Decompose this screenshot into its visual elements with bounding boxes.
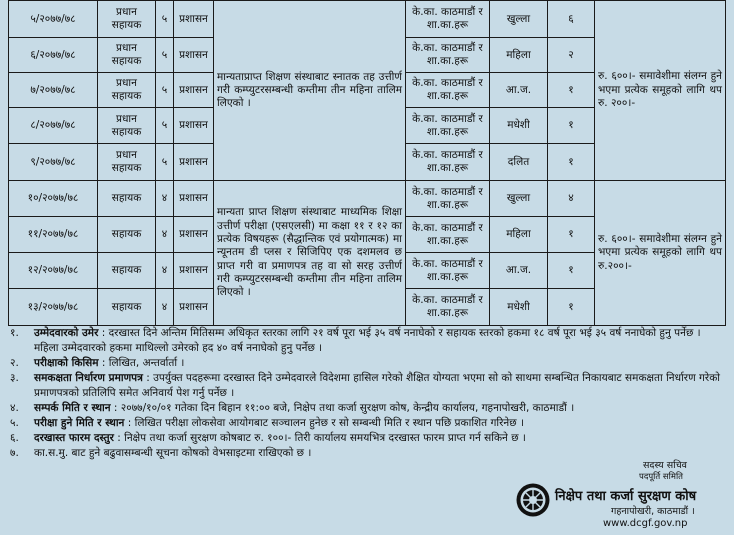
post-count: ४ xyxy=(548,181,595,217)
group-type: खुल्ला xyxy=(490,1,548,38)
ad-number: १२/२०७७/७८ xyxy=(9,253,98,289)
office-location: के.का. काठमाडौं र शा.का.हरू xyxy=(406,144,490,181)
note-number: २. xyxy=(10,357,19,369)
fee-cell: रु. ६००।- समावेशीमा संलग्न हुने भएमा प्रत्येक समूहको लागि थप रु. २००।- xyxy=(595,1,726,181)
level: ४ xyxy=(156,289,174,326)
notes-list xyxy=(8,326,726,461)
note-label: समकक्षता निर्धारण प्रमाणपत्र xyxy=(34,372,143,384)
office-location: के.का. काठमाडौं र शा.का.हरू xyxy=(406,38,490,73)
service: प्रशासन xyxy=(174,289,214,326)
level: ५ xyxy=(156,144,174,181)
post-count: १ xyxy=(548,217,595,253)
service: प्रशासन xyxy=(174,217,214,253)
note-text: : निक्षेप तथा कर्जा सुरक्षण कोषबाट रु. १००।- तिरी कार्यालय समयभित्र दरखास्त फारम प्राप्त गर्न सकिने छ । xyxy=(117,432,526,444)
post-name: सहायक xyxy=(98,181,156,217)
fee-cell: रु. ६००।- समावेशीमा संलग्न हुने भएमा प्रत्येक समूहको लागि थप रु.२००।- xyxy=(595,181,726,326)
level: ५ xyxy=(156,38,174,73)
note-exam-type xyxy=(8,356,726,371)
group-type: महिला xyxy=(490,217,548,253)
post-name: प्रधान सहायक xyxy=(98,144,156,181)
group-type: दलित xyxy=(490,144,548,181)
office-location: के.का. काठमाडौं र शा.का.हरू xyxy=(406,108,490,144)
level: ५ xyxy=(156,108,174,144)
note-number: ४. xyxy=(10,402,19,414)
service: प्रशासन xyxy=(174,38,214,73)
group-type: खुल्ला xyxy=(490,181,548,217)
note-label: दरखास्त फारम दस्तुर xyxy=(34,432,114,444)
group-type: आ.ज. xyxy=(490,253,548,289)
dcgf-logo-icon xyxy=(515,482,551,518)
ad-number: ७/२०७७/७८ xyxy=(9,73,98,108)
post-count: १ xyxy=(548,144,595,181)
note-text: : लिखित, अन्तर्वार्ता । xyxy=(101,357,185,369)
table-row xyxy=(9,181,726,217)
note-text: का.स.मु. बाट हुने बढुवासम्बन्धी सूचना कोषको वेभसाइटमा राखिएको छ । xyxy=(34,447,312,459)
level: ४ xyxy=(156,181,174,217)
note-equivalence xyxy=(8,371,726,401)
note-contact xyxy=(8,401,726,416)
office-location: के.का. काठमाडौं र शा.का.हरू xyxy=(406,217,490,253)
note-exam-date xyxy=(8,416,726,431)
post-count: २ xyxy=(548,38,595,73)
level: ५ xyxy=(156,1,174,38)
post-name: सहायक xyxy=(98,217,156,253)
service: प्रशासन xyxy=(174,73,214,108)
office-location: के.का. काठमाडौं र शा.का.हरू xyxy=(406,289,490,326)
qualification-cell: मान्यता प्राप्त शिक्षण संस्थाबाट माध्यमिक शिक्षा उत्तीर्ण परीक्षा (एसएलसी) मा कक्षा ११ र १२ का प्रत्येक विषयहरू (सैद्धान्तिक एवं प्रयोगात्मक) मा न्यूनतम डी प्लस र सिजिपिए एक दशमलव छ प्राप्त गरी वा प्रमाणपत्र तह वा सो सरह उत्तीर्ण गरी कम्प्युटरसम्बन्धी कम्तीमा तीन महिना तालिम लिएको । xyxy=(214,181,406,326)
vacancy-table xyxy=(8,0,726,326)
service: प्रशासन xyxy=(174,108,214,144)
ad-number: १३/२०७७/७८ xyxy=(9,289,98,326)
note-label: उम्मेदवारको उमेर xyxy=(34,327,99,339)
office-location: के.का. काठमाडौं र शा.का.हरू xyxy=(406,181,490,217)
note-text: : दरखास्त दिने अन्तिम मितिसम्म अधिकृत स्तरका लागि २१ वर्ष पूरा भई ३५ वर्ष ननाघेको र सहायक स्तरको हकमा १८ वर्ष पूरा भई ३५ वर्ष ननाघेको हुनु पर्नेछ । महिला उम्मेदवारको हकमा माथिल्लो उमेरको हद ४० वर्ष ननाघेको हुनु पर्नेछ । xyxy=(34,327,701,354)
note-number: ३. xyxy=(10,372,19,384)
note-age xyxy=(8,326,726,356)
note-text: : २०७७/१०/०१ गतेका दिन बिहान ११:०० बजे, निक्षेप तथा कर्जा सुरक्षण कोष, केन्द्रीय कार्यालय, गहनापोखरी, काठमाडौं । xyxy=(113,402,575,414)
note-number: ७. xyxy=(10,447,19,459)
group-type: मधेशी xyxy=(490,108,548,144)
organization-name: निक्षेप तथा कर्जा सुरक्षण कोष xyxy=(555,489,697,504)
signature-block xyxy=(515,458,725,533)
table-row xyxy=(9,1,726,38)
note-text: : लिखित परीक्षा लोकसेवा आयोगबाट सञ्चालन हुनेछ र सो सम्बन्धी मिति र स्थान पछि प्रकाशित गरिनेछ । xyxy=(127,417,524,429)
group-type: आ.ज. xyxy=(490,73,548,108)
ad-number: ११/२०७७/७८ xyxy=(9,217,98,253)
service: प्रशासन xyxy=(174,181,214,217)
post-count: ६ xyxy=(548,1,595,38)
post-count: १ xyxy=(548,253,595,289)
ad-number: ८/२०७७/७८ xyxy=(9,108,98,144)
ad-number: ९/२०७७/७८ xyxy=(9,144,98,181)
level: ४ xyxy=(156,253,174,289)
signatory-post: सदस्य सचिव xyxy=(643,460,687,471)
post-count: १ xyxy=(548,108,595,144)
note-number: ५. xyxy=(10,417,19,429)
post-name: प्रधान सहायक xyxy=(98,73,156,108)
note-form-fee xyxy=(8,431,726,446)
office-location: के.का. काठमाडौं र शा.का.हरू xyxy=(406,253,490,289)
post-name: प्रधान सहायक xyxy=(98,38,156,73)
organization-website[interactable]: www.dcgf.gov.np xyxy=(603,518,688,529)
note-text: : उपर्युक्त पदहरूमा दरखास्त दिने उम्मेदवारले विदेशमा हासिल गरेको शैक्षित योग्यता भएमा सो को साथमा सम्बन्धित निकायबाट समकक्षता निर्धारण गरेको प्रमाणपत्रको प्रतिलिपि समेत अनिवार्य पेश गर्नु पर्नेछ । xyxy=(34,372,721,399)
post-count: १ xyxy=(548,73,595,108)
qualification-cell: मान्यताप्राप्त शिक्षण संस्थाबाट स्नातक तह उत्तीर्ण गरी कम्प्युटरसम्बन्धी कम्तीमा तीन महिना तालिम लिएको । xyxy=(214,1,406,181)
ad-number: ६/२०७७/७८ xyxy=(9,38,98,73)
post-name: प्रधान सहायक xyxy=(98,108,156,144)
note-number: १. xyxy=(10,327,19,339)
note-label: परीक्षाको किसिम xyxy=(34,357,99,369)
note-number: ६. xyxy=(10,432,19,444)
group-type: महिला xyxy=(490,38,548,73)
note-label: सम्पर्क मिति र स्थान xyxy=(34,402,111,414)
office-location: के.का. काठमाडौं र शा.का.हरू xyxy=(406,73,490,108)
office-location: के.का. काठमाडौं र शा.का.हरू xyxy=(406,1,490,38)
note-label: परीक्षा हुने मिति र स्थान xyxy=(34,417,125,429)
committee-name: पदपूर्ति समिति xyxy=(639,472,683,482)
service: प्रशासन xyxy=(174,253,214,289)
post-count: १ xyxy=(548,289,595,326)
group-type: मधेशी xyxy=(490,289,548,326)
post-name: सहायक xyxy=(98,253,156,289)
post-name: सहायक xyxy=(98,289,156,326)
level: ५ xyxy=(156,73,174,108)
service: प्रशासन xyxy=(174,1,214,38)
ad-number: ५/२०७७/७८ xyxy=(9,1,98,38)
level: ४ xyxy=(156,217,174,253)
post-name: प्रधान सहायक xyxy=(98,1,156,38)
ad-number: १०/२०७७/७८ xyxy=(9,181,98,217)
service: प्रशासन xyxy=(174,144,214,181)
organization-address: गहनापोखरी, काठमाडौं । xyxy=(611,506,695,517)
